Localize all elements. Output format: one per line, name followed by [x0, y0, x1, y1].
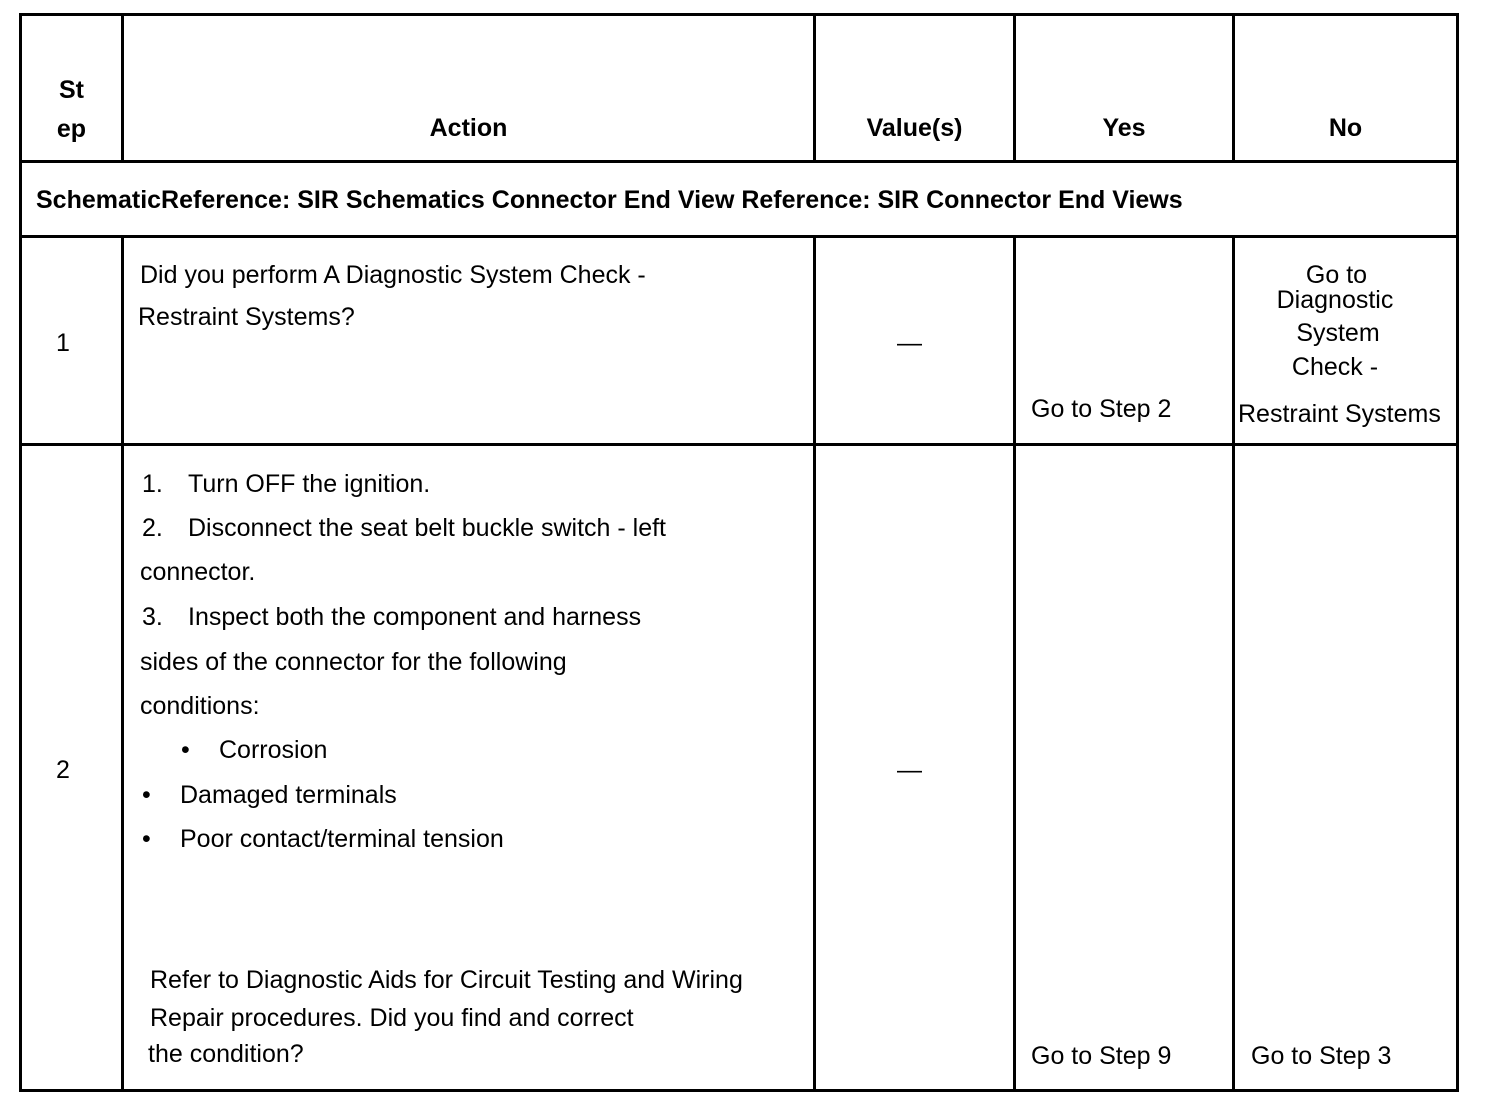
table-border-right — [1456, 13, 1459, 1092]
header-step-line2: ep — [56, 115, 87, 143]
row1-no-line5: Restraint Systems — [1238, 400, 1441, 428]
row1-yes: Go to Step 2 — [1031, 395, 1172, 423]
header-yes: Yes — [1102, 114, 1146, 142]
row1-action-line2: Restraint Systems? — [138, 303, 355, 331]
row2-step1-num: 1. — [142, 470, 163, 498]
col-divider-step — [121, 235, 124, 1092]
row2-yes: Go to Step 9 — [1031, 1042, 1172, 1070]
row2-step2-cont: connector. — [140, 558, 256, 586]
row2-no: Go to Step 3 — [1251, 1042, 1392, 1070]
row2-refer-line2: Repair procedures. Did you find and correct — [150, 1004, 634, 1032]
header-step-line1: St — [59, 76, 84, 104]
row2-bullet-1: Corrosion — [219, 736, 328, 764]
row1-action-line1: Did you perform A Diagnostic System Check - — [140, 261, 646, 289]
row2-refer-line3: the condition? — [148, 1040, 304, 1068]
row1-no-line4: Check - — [1291, 353, 1379, 381]
header-action: Action — [429, 114, 508, 142]
row2-bullet-3: Poor contact/terminal tension — [180, 825, 504, 853]
row2-value: — — [897, 756, 922, 784]
header-step — [22, 78, 121, 142]
row1-no-line2: Diagnostic — [1276, 286, 1394, 314]
header-no: No — [1328, 114, 1363, 142]
row1-step: 1 — [56, 329, 70, 357]
row1-value: — — [897, 329, 922, 357]
bullet-icon: • — [181, 736, 190, 764]
row2-step: 2 — [56, 756, 70, 784]
reference-divider — [19, 235, 1459, 238]
col-divider-action — [813, 235, 816, 1092]
header-divider — [19, 160, 1459, 163]
header-values: Value(s) — [866, 114, 963, 142]
row2-step3-text: Inspect both the component and harness — [188, 603, 642, 631]
row2-step2-num: 2. — [142, 514, 163, 542]
row2-step3-cont2: conditions: — [140, 692, 260, 720]
bullet-icon: • — [142, 825, 151, 853]
table-border-bottom — [19, 1089, 1459, 1092]
row2-bullet-2: Damaged terminals — [180, 781, 397, 809]
row2-refer-line1: Refer to Diagnostic Aids for Circuit Testing and Wiring — [150, 966, 743, 994]
table-border-left — [19, 13, 22, 1092]
table-border-top — [19, 13, 1459, 16]
row2-step2-text: Disconnect the seat belt buckle switch - left — [188, 514, 667, 542]
row1-no-line3: System — [1296, 319, 1380, 347]
row2-step1-text: Turn OFF the ignition. — [188, 470, 431, 498]
col-divider-values — [1013, 235, 1016, 1092]
row1-no-line1: Go to — [1305, 261, 1368, 289]
row2-step3-cont1: sides of the connector for the following — [140, 648, 567, 676]
bullet-icon: • — [142, 781, 151, 809]
row2-step3-num: 3. — [142, 603, 163, 631]
reference-row: SchematicReference: SIR Schematics Connector End View Reference: SIR Connector End Views — [36, 186, 1183, 214]
row1-divider — [19, 443, 1459, 446]
